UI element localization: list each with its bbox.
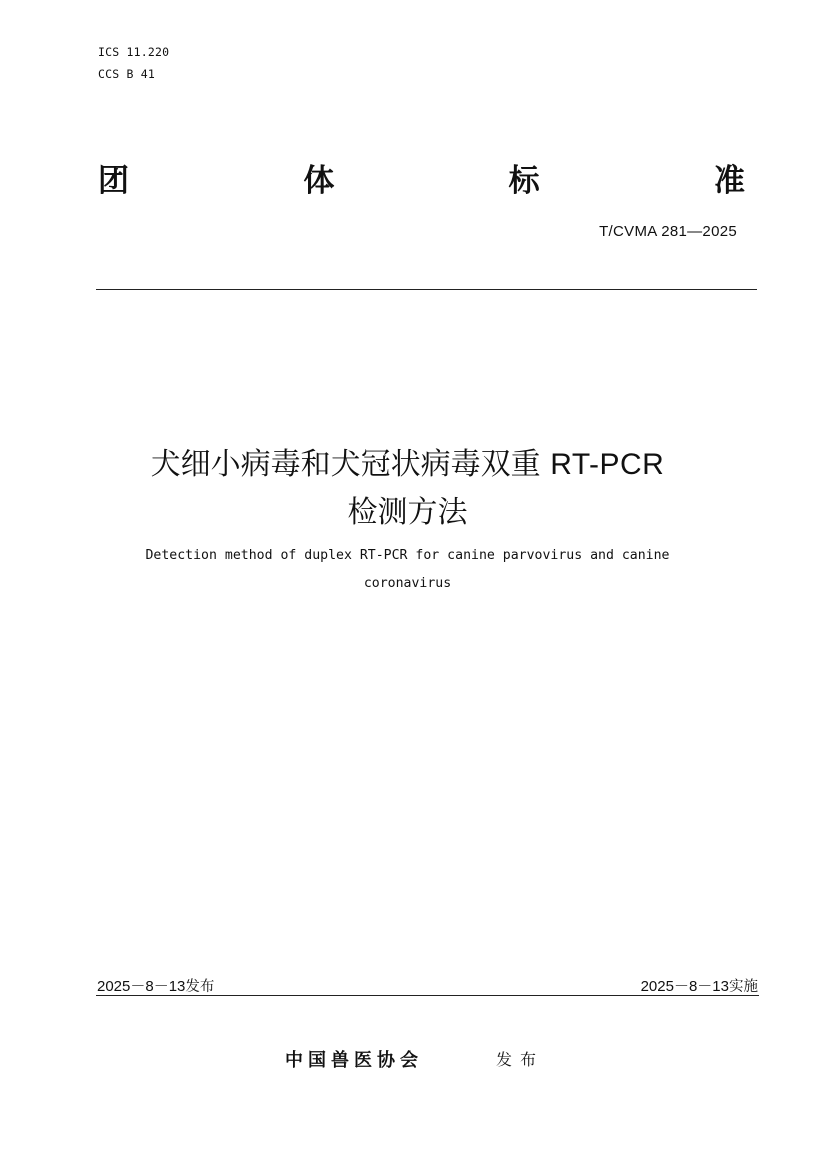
classification-codes xyxy=(98,41,169,85)
issue-date-value: 2025－8－13 xyxy=(97,978,186,995)
title-zh-line2: 检测方法 xyxy=(347,495,468,530)
title-zh-han: 犬细小病毒和犬冠状病毒双重 xyxy=(150,447,541,482)
title-zh-latin: RT-PCR xyxy=(550,448,665,481)
heading-char: 体 xyxy=(303,163,335,199)
implement-date-value: 2025－8－13 xyxy=(640,978,729,995)
issue-label: 发布 xyxy=(185,979,215,995)
date-divider xyxy=(96,995,759,996)
ics-code: ICS 11.220 xyxy=(98,45,170,59)
heading-char: 标 xyxy=(508,163,540,199)
title-en-line2: coronavirus xyxy=(363,576,452,591)
header-divider xyxy=(96,289,757,290)
heading-char: 团 xyxy=(98,163,129,199)
implement-label: 实施 xyxy=(729,979,758,995)
implement-date xyxy=(641,975,758,996)
ccs-code: CCS B 41 xyxy=(98,67,155,81)
standard-number: T/CVMA 281—2025 xyxy=(599,223,737,240)
standard-type-heading xyxy=(98,158,745,204)
publisher-name: 中国兽医协会 xyxy=(285,1050,423,1071)
publisher-action: 发布 xyxy=(496,1050,545,1069)
title-zh-line1 xyxy=(0,443,815,487)
heading-char: 准 xyxy=(713,163,745,199)
issue-date xyxy=(97,975,214,996)
title-en-line1: Detection method of duplex RT-PCR for canine parvovirus and canine xyxy=(145,548,670,563)
